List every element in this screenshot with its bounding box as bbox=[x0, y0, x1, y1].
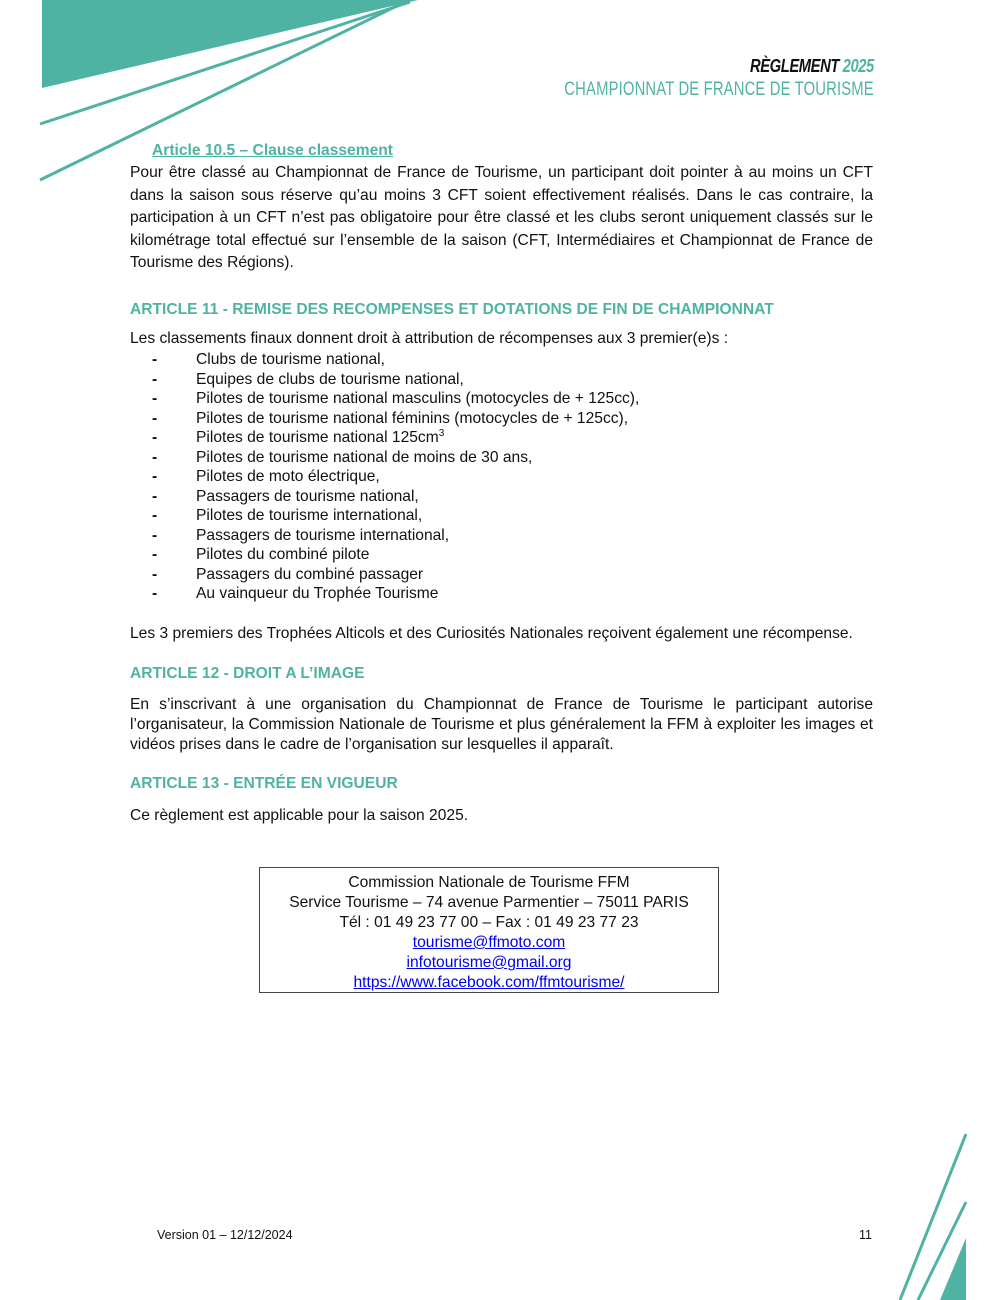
list-item: - Passagers du combiné passager bbox=[152, 565, 424, 583]
document-body bbox=[130, 140, 873, 828]
article-12-body: En s’inscrivant à une organisation du Championnat de France de Tourisme le participant autorise l’organisateur, la Commission Nationale de Tourisme et plus généralement la FFM à exploiter les images et vidéos prises dans le cadre de l’organisation sur lesquelles il apparaît. bbox=[130, 696, 873, 753]
article-11-outro: Les 3 premiers des Trophées Alticols et des Curiosités Nationales reçoivent également une récompense. bbox=[130, 624, 853, 642]
header-subtitle: CHAMPIONNAT DE FRANCE DE TOURISME bbox=[564, 79, 874, 100]
section-10-5-heading: Article 10.5 – Clause classement bbox=[152, 142, 393, 159]
list-item: - Passagers de tourisme international, bbox=[152, 526, 450, 544]
email-link-infotourisme[interactable]: infotourisme@gmail.org bbox=[406, 954, 572, 971]
list-item: - Au vainqueur du Trophée Tourisme bbox=[152, 585, 439, 602]
list-item: - Passagers de tourisme national, bbox=[152, 487, 419, 505]
section-10-5-body: Pour être classé au Championnat de France de Tourisme, un participant doit pointer à au moins un CFT dans la saison sous réserve qu’au moins 3 CFT soient effectivement réalisés. Dans le cas contraire, la participation à un CFT n’est pas obligatoire pour être classé et les clubs seront uniquement classés sur le kilométrage total effectué sur l’ensemble de la saison (CFT, Intermédiaires et Championnat de France de Tourisme des Régions). bbox=[130, 164, 873, 271]
contact-phone-fax: Tél : 01 49 23 77 00 – Fax : 01 49 23 77 23 bbox=[339, 914, 639, 931]
list-item: - Pilotes de tourisme international, bbox=[152, 507, 423, 524]
contact-box bbox=[259, 867, 719, 993]
article-12-heading: ARTICLE 12 - DROIT A L’IMAGE bbox=[130, 665, 365, 682]
article-13-body: Ce règlement est applicable pour la saison 2025. bbox=[130, 807, 469, 824]
list-item: - Pilotes de tourisme national masculins (motocycles de + 125cc), bbox=[152, 390, 640, 407]
article-11-heading: ARTICLE 11 - REMISE DES RECOMPENSES ET DOTATIONS DE FIN DE CHAMPIONNAT bbox=[130, 300, 774, 318]
article-11-intro: Les classements finaux donnent droit à attribution de récompenses aux 3 premier(e)s : bbox=[130, 329, 729, 347]
header-title bbox=[549, 54, 874, 78]
contact-address: Service Tourisme – 74 avenue Parmentier – 75011 PARIS bbox=[289, 894, 689, 911]
header-title-main: RÈGLEMENT bbox=[750, 56, 840, 76]
list-item: - Pilotes de tourisme national de moins de 30 ans, bbox=[152, 448, 533, 466]
header-title-year: 2025 bbox=[842, 56, 874, 76]
awards-list bbox=[130, 350, 873, 604]
list-item: - Equipes de clubs de tourisme national, bbox=[152, 370, 464, 388]
document-header bbox=[477, 54, 874, 102]
email-link-tourisme[interactable]: tourisme@ffmoto.com bbox=[412, 934, 566, 951]
page-number: 11 bbox=[859, 1228, 872, 1242]
list-item: - Pilotes du combiné pilote bbox=[152, 546, 370, 563]
list-item: - Pilotes de tourisme national féminins (motocycles de + 125cc), bbox=[152, 409, 629, 427]
list-item: - Clubs de tourisme national, bbox=[152, 351, 385, 368]
list-item: - Pilotes de moto électrique, bbox=[152, 468, 380, 485]
contact-organisation: Commission Nationale de Tourisme FFM bbox=[348, 874, 630, 891]
bottom-right-decoration bbox=[890, 1130, 1005, 1300]
facebook-link[interactable]: https://www.facebook.com/ffmtourisme/ bbox=[353, 974, 625, 991]
list-item: - Pilotes de tourisme national $125cm^3$ bbox=[152, 427, 445, 446]
article-13-heading: ARTICLE 13 - ENTRÉE EN VIGUEUR bbox=[130, 775, 398, 792]
footer-version: Version 01 – 12/12/2024 bbox=[157, 1228, 293, 1242]
superscript: 3 bbox=[438, 427, 445, 439]
